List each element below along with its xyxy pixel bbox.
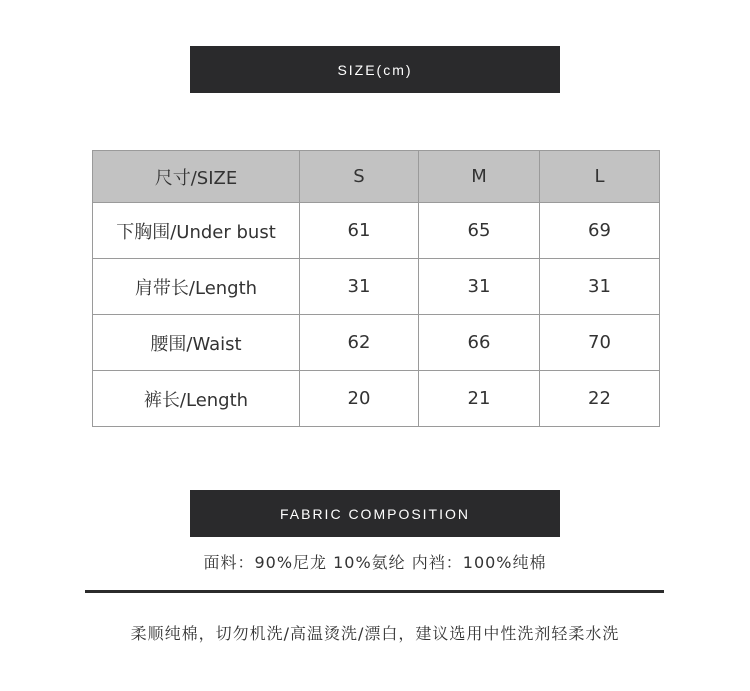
cell-s: 61 bbox=[300, 203, 419, 259]
cell-l: 70 bbox=[540, 315, 660, 371]
cell-m: 66 bbox=[419, 315, 540, 371]
fabric-composition-banner bbox=[190, 490, 560, 537]
size-banner-label: SIZE(cm) bbox=[337, 61, 413, 78]
size-banner bbox=[190, 46, 560, 93]
row-label: 裤长/Length bbox=[93, 371, 300, 427]
header-l: L bbox=[540, 151, 660, 203]
fabric-composition-text: 面料：90%尼龙 10%氨纶 内裆：100%纯棉 bbox=[203, 553, 547, 572]
table-header-row bbox=[93, 151, 660, 203]
cell-s: 31 bbox=[300, 259, 419, 315]
cell-s: 20 bbox=[300, 371, 419, 427]
cell-s: 62 bbox=[300, 315, 419, 371]
table-row bbox=[93, 315, 660, 371]
cell-l: 69 bbox=[540, 203, 660, 259]
care-instructions-text: 柔顺纯棉，切勿机洗/高温烫洗/漂白，建议选用中性洗剂轻柔水洗 bbox=[130, 624, 620, 643]
table-row bbox=[93, 203, 660, 259]
table-row bbox=[93, 259, 660, 315]
cell-m: 65 bbox=[419, 203, 540, 259]
fabric-banner-label: FABRIC COMPOSITION bbox=[279, 505, 470, 522]
size-table bbox=[92, 150, 660, 427]
header-s: S bbox=[300, 151, 419, 203]
row-label: 下胸围/Under bust bbox=[93, 203, 300, 259]
table-row bbox=[93, 371, 660, 427]
header-size: 尺寸/SIZE bbox=[93, 151, 300, 203]
cell-m: 21 bbox=[419, 371, 540, 427]
cell-l: 31 bbox=[540, 259, 660, 315]
header-m: M bbox=[419, 151, 540, 203]
row-label: 腰围/Waist bbox=[93, 315, 300, 371]
cell-l: 22 bbox=[540, 371, 660, 427]
cell-m: 31 bbox=[419, 259, 540, 315]
row-label: 肩带长/Length bbox=[93, 259, 300, 315]
divider bbox=[85, 590, 664, 593]
